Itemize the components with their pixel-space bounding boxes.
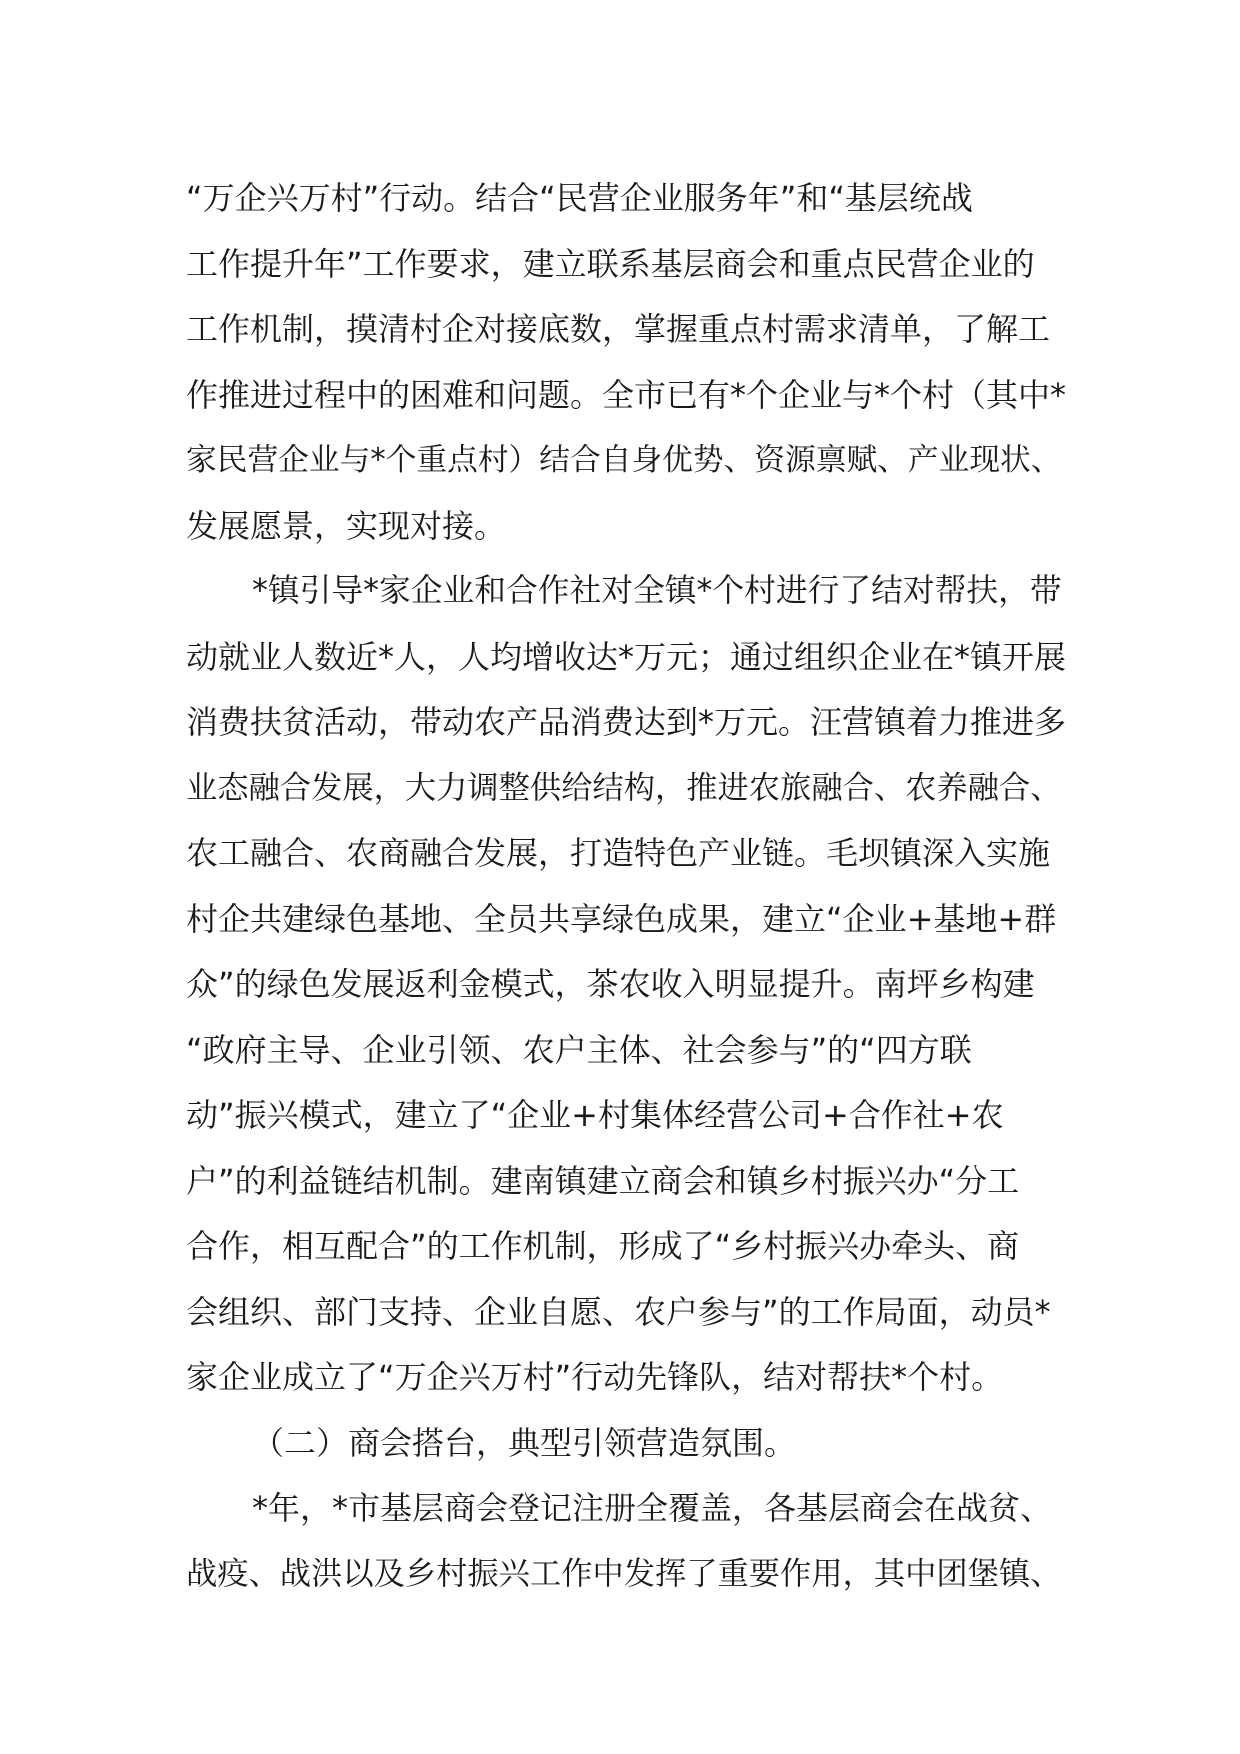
text-line: 战疫、战洪以及乡村振兴工作中发挥了重要作用，其中团堡镇、 [186, 1555, 1062, 1592]
text-line: “万企兴万村”行动。结合“民营企业服务年”和“基层统战 [186, 179, 973, 217]
text-line: 合作，相互配合”的工作机制，形成了“乡村振兴办牵头、商 [186, 1227, 1020, 1265]
text-line: 工作机制，摸清村企对接底数，掌握重点村需求清单，了解工 [186, 310, 1051, 348]
text-line: 业态融合发展，大力调整供给结构，推进农旅融合、农养融合、 [186, 769, 1062, 806]
text-line: 村企共建绿色基地、全员共享绿色成果，建立“企业+基地+群 [186, 899, 1057, 938]
text-line: 户”的利益链结机制。建南镇建立商会和镇乡村振兴办“分工 [186, 1161, 1020, 1200]
text-line: 众”的绿色发展返利金模式，茶农收入明显提升。南坪乡构建 [186, 965, 1035, 1003]
body-text [186, 166, 1066, 1607]
text-line: 家民营企业与*个重点村）结合自身优势、资源禀赋、产业现状、 [186, 442, 1062, 478]
text-line: 家企业成立了“万企兴万村”行动先锋队，结对帮扶*个村。 [186, 1358, 1004, 1396]
text-line: 发展愿景，实现对接。 [186, 506, 507, 545]
text-line: 动就业人数近*人，人均增收达*万元；通过组织企业在*镇开展 [186, 637, 1067, 676]
text-line: 消费扶贫活动，带动农产品消费达到*万元。汪营镇着力推进多 [186, 703, 1067, 741]
section-heading: （二）商会搭台，典型引领营造氛围。 [252, 1423, 797, 1462]
paragraph-first-line: *年，*市基层商会登记注册全覆盖，各基层商会在战贫、 [252, 1489, 1053, 1527]
text-line: 工作提升年”工作要求，建立联系基层商会和重点民营企业的 [186, 244, 1035, 283]
text-line: 作推进过程中的困难和问题。全市已有*个企业与*个村（其中* [186, 375, 1067, 414]
text-line: “政府主导、企业引领、农户主体、社会参与”的“四方联 [186, 1030, 972, 1069]
text-line: 农工融合、农商融合发展，打造特色产业链。毛坝镇深入实施 [186, 834, 1051, 872]
text-line: 会组织、部门支持、企业自愿、农户参与”的工作局面，动员* [186, 1292, 1051, 1331]
text-line: 动”振兴模式，建立了“企业+村集体经营公司+合作社+农 [186, 1096, 1004, 1134]
paragraph-first-line: *镇引导*家企业和合作社对全镇*个村进行了结对帮扶，带 [252, 573, 1062, 609]
